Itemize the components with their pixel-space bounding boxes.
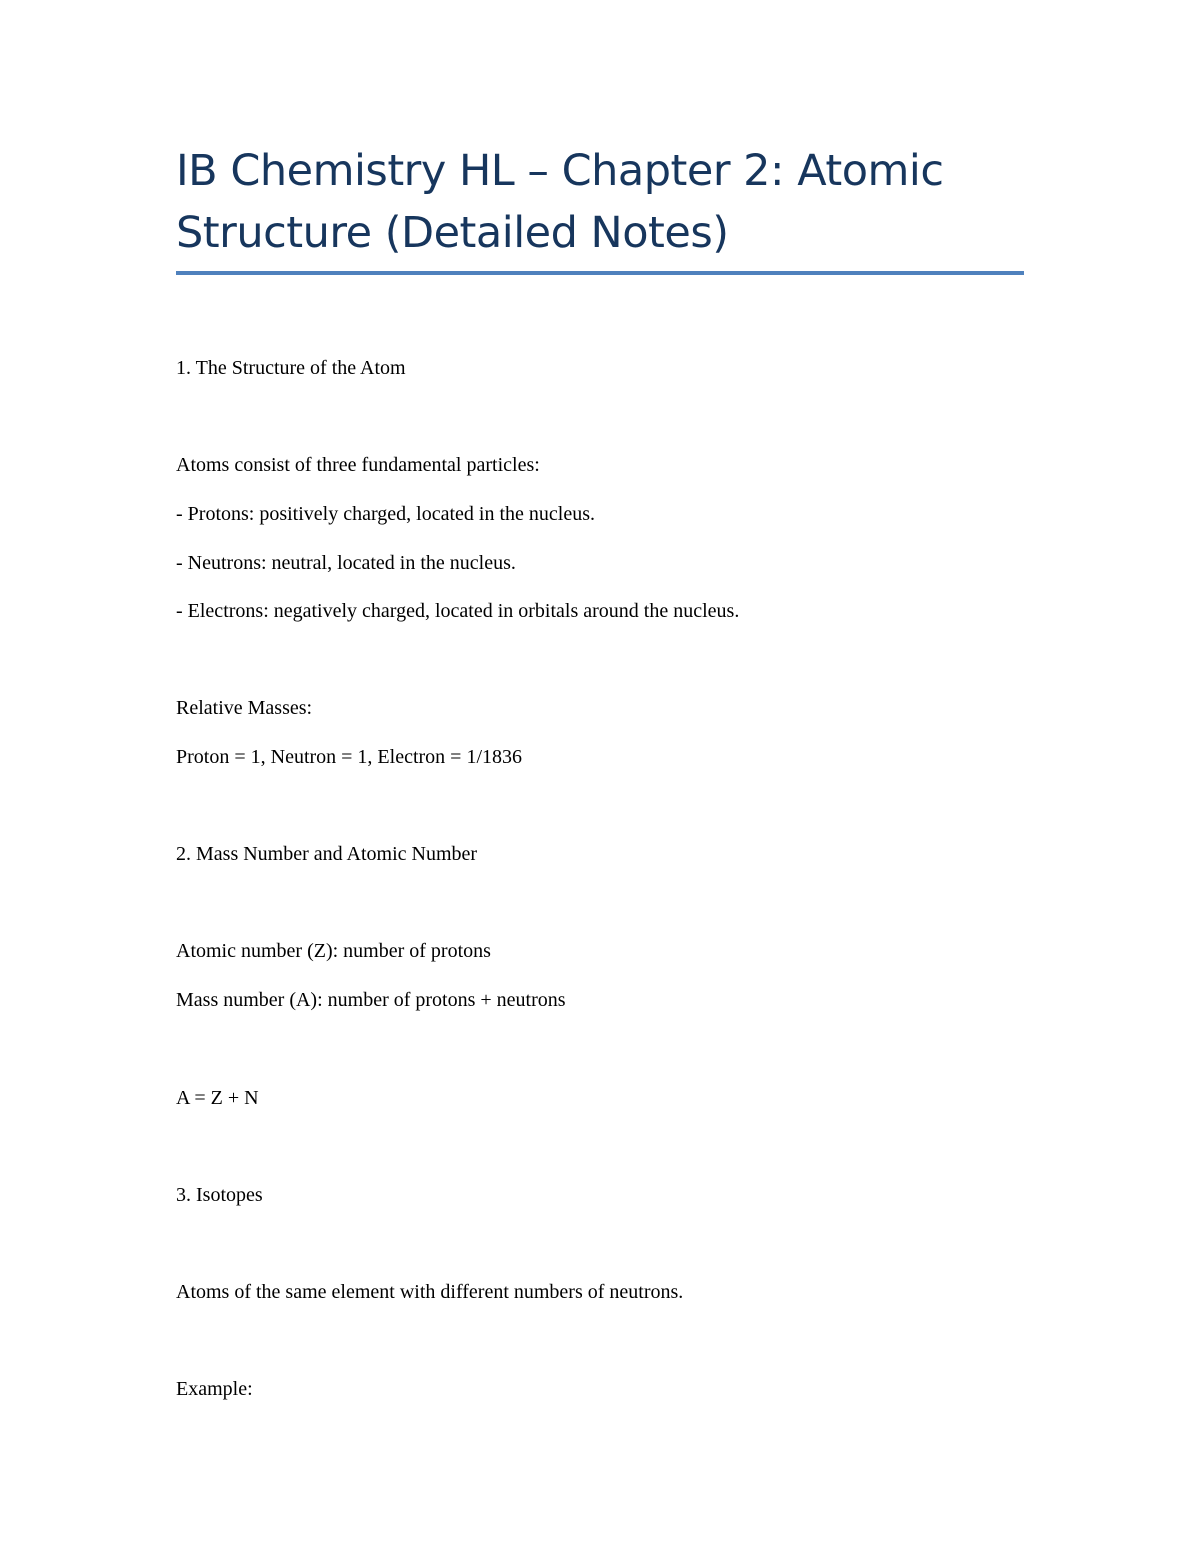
atomic-number-definition: Atomic number (Z): number of protons <box>176 940 491 962</box>
isotopes-definition: Atoms of the same element with different numbers of neutrons. <box>176 1281 684 1303</box>
isotopes-example-label: Example: <box>176 1378 253 1400</box>
relative-masses-label: Relative Masses: <box>176 697 313 719</box>
section-heading-mass-number: 2. Mass Number and Atomic Number <box>176 843 478 865</box>
section-heading-isotopes: 3. Isotopes <box>176 1184 263 1206</box>
structure-intro: Atoms consist of three fundamental particles: <box>176 454 540 476</box>
document-title: IB Chemistry HL – Chapter 2: Atomic Structure (Detailed Notes) <box>176 146 944 258</box>
list-item-electrons: - Electrons: negatively charged, located in orbitals around the nucleus. <box>176 600 740 622</box>
section-heading-structure: 1. The Structure of the Atom <box>176 357 406 379</box>
list-item-neutrons: - Neutrons: neutral, located in the nucleus. <box>176 552 516 574</box>
mass-number-definition: Mass number (A): number of protons + neutrons <box>176 989 566 1011</box>
mass-number-equation: A = Z + N <box>176 1087 259 1109</box>
relative-masses-values: Proton = 1, Neutron = 1, Electron = 1/1836 <box>176 746 523 768</box>
list-item-protons: - Protons: positively charged, located in the nucleus. <box>176 503 595 525</box>
title-underline <box>176 271 1024 275</box>
